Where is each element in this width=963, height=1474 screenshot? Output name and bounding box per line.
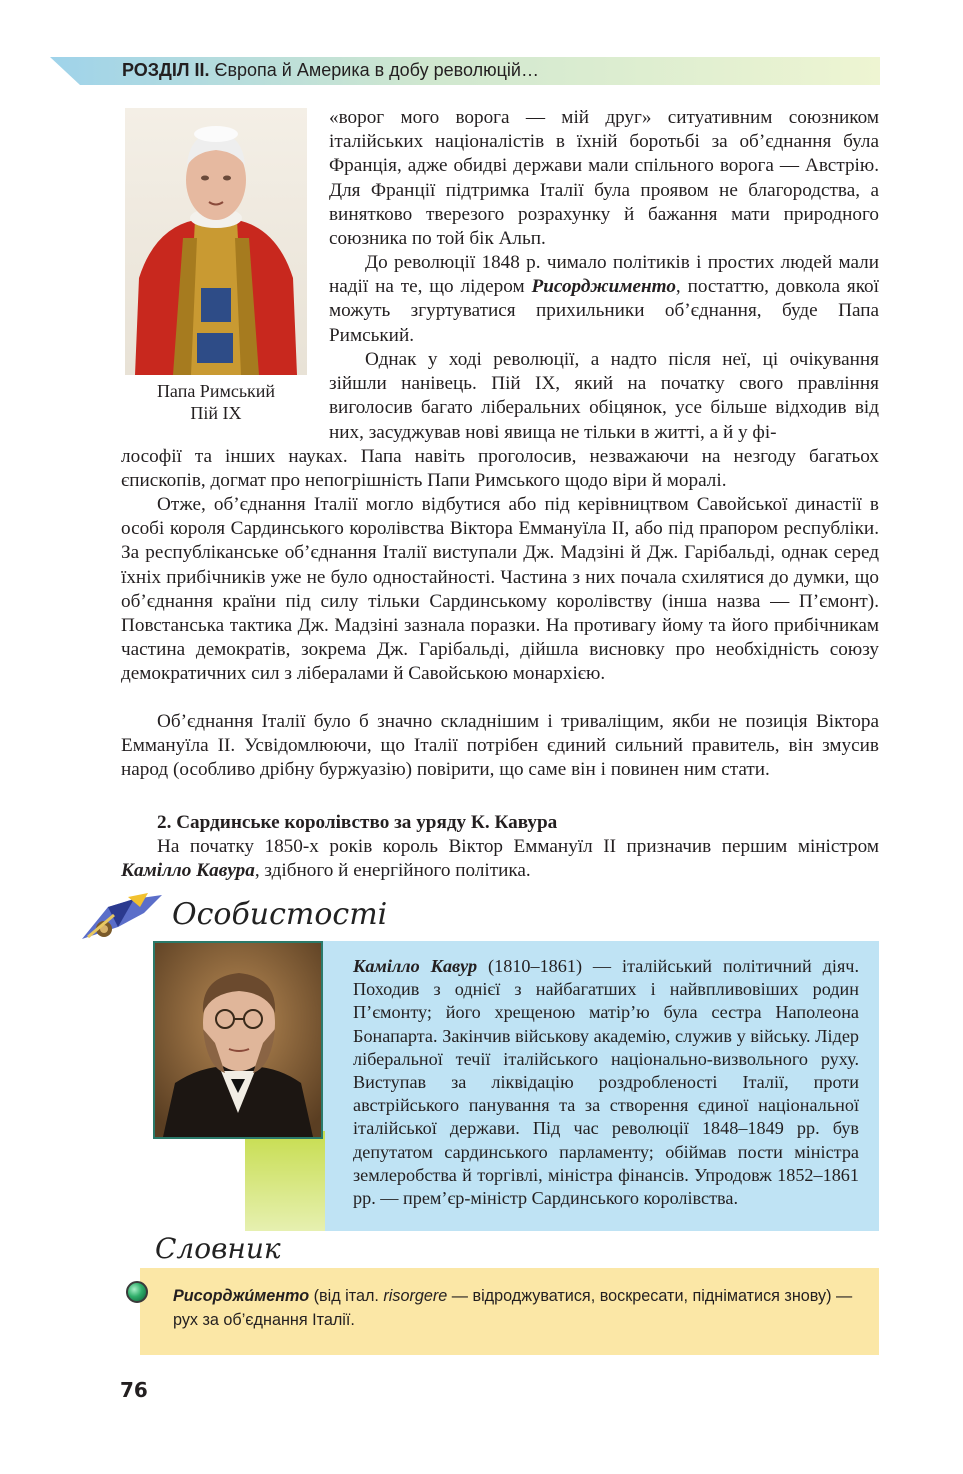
pope-caption: Папа Римський Пій ІХ: [156, 381, 276, 423]
paragraph-3-top: Однак у ході революції, а надто після неї, ці очікування зійшли нанівець. Пій ІХ, який на початку свого правління виголосив багато ліберальних обіцянок, усе більше відходив від них, засуджував нові явища не тільки в житті, а й у фі-: [329, 349, 879, 443]
term-risorgimento: Рисорджименто: [531, 276, 676, 298]
personalities-header: [78, 893, 398, 943]
glossary-text: Рисорджи́менто (від італ. risorgere — відроджуватися, воскресати, підніматися знову) — рух за об’єднання Італії.: [173, 1287, 853, 1329]
lantern-feather-icon: [78, 893, 168, 943]
paragraph-3-bottom: лософії та інших науках. Папа навіть проголосив, незважаючи на незгоду багатьох єпископів, догмат про непогрішність Папи Римського щодо віри й моралі.: [121, 446, 879, 492]
page-number: 76: [120, 1378, 148, 1402]
glossary-term: Рисорджи́менто: [173, 1287, 310, 1305]
personalities-title: Особистості: [172, 897, 388, 932]
header-title: РОЗДІЛ ІІ. Європа й Америка в добу революцій…: [122, 60, 539, 80]
bio-name: Камілло Кавур: [353, 956, 478, 976]
chapter-header: [0, 57, 963, 87]
biography-text: Камілло Кавур (1810–1861) — італійський політичний діяч. Походив з однієї з найбагатших і найвпливовіших родин П’ємонту; його хрещеною матір’ю була сестра Наполеона Бонапарта. Закінчив військову академію, служив у війську. Лідер ліберальної течії італійського національно-визвольного руху. Виступав за ліквідацію роздробленості Італії, проти австрійського панування та за створення єдиної національної італійської держави. Під час революції 1848–1849 рр. був депутатом сардинського парламенту; обіймав пости міністра землеробства й торгівлі, міністра фінансів. Упродовж 1852–1861 рр. — прем’єр-міністр Сардинського королівства.: [353, 956, 860, 1209]
glossary-bullet-icon: [126, 1281, 148, 1303]
paragraph-2: До революції 1848 р. чимало політиків і простих людей мали надії на те, що лідером Рисорджименто, постаттю, довкола якої можуть згуртуватися прихильники об’єднання, буде Папа Римський.: [329, 252, 879, 346]
paragraph-5: Об’єднання Італії було б значно складнішим і триваліщим, якби не позиція Віктора Еммануїла ІІ. Усвідомлюючи, що Італії потрібен єдиний сильний правитель, він змусив народ (особливо дрібну буржуазію) повірити, що саме він і повинен ним стати.: [121, 711, 879, 781]
pope-portrait-image: [125, 108, 307, 375]
biography-accent: [245, 1131, 325, 1231]
biography-box: [153, 941, 879, 1231]
glossary-box: [140, 1268, 879, 1355]
cavour-portrait-image: [153, 941, 323, 1139]
term-cavour: Камілло Кавура: [121, 860, 255, 882]
section-2-title: 2. Сардинське королівство за уряду К. Кавура: [157, 812, 558, 833]
glossary-title: Словник: [155, 1232, 281, 1265]
paragraph-6: На початку 1850-х років король Віктор Еммануїл ІІ призначив першим міністром Камілло Кавура, здібного й енергійного політика.: [121, 836, 879, 882]
paragraph-4: Отже, об’єднання Італії могло відбутися або під керівництвом Савойської династії в особі короля Сардинського королівства Віктора Еммануїла ІІ, або під прапором республіки. За республіканське об’єднання Італії виступали Дж. Мадзіні й Дж. Гарібальді, однак серед їхніх прибічників уже не було одностайності. Частина з них почала схилятися до думки, що об’єднання країни під силу тільки Сардинському королівству (інша назва — П’ємонт). Повстанська тактика Дж. Мадзіні зазнала поразки. На противагу йому та його прибічникам частина демократів, зокрема Дж. Гарібальді, дійшла висновку про необхідність союзу демократичних сил з лібералами й Савойською монархією.: [121, 494, 879, 685]
paragraph-1: «ворог мого ворога — мій друг» ситуативним союзником італійських націоналістів в їхній боротьбі за об’єднання була Франція, адже обидві держави мали спільного ворога — Австрію. Для Франції підтримка Італії була проявом не благородства, а винятково тверезого розрахунку й бажання мати природного союзника по той бік Альп.: [329, 107, 879, 250]
